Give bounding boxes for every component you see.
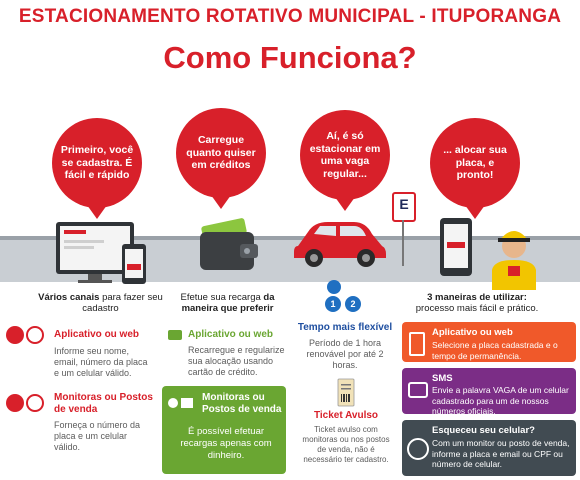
credit-card-icon (168, 330, 182, 340)
car-illustration (290, 210, 390, 270)
col2-caption (165, 292, 290, 314)
col3-text: Período de 1 hora renovável por até 2 horas. (306, 338, 384, 370)
monitor-icon (6, 394, 24, 412)
page-subtitle: Como Funciona? (163, 40, 417, 75)
bubble-tail-2 (211, 195, 231, 209)
col4-sms-text: Envie a palavra VAGA de um celular cadastrado para um de nossos números oficiais. (432, 385, 569, 416)
bubble-step-2: Carregue quanto quiser em créditos (176, 108, 266, 198)
time-badge-2: 2 (345, 296, 361, 312)
col2-monitor-title: Monitoras ou Postos de venda (202, 392, 282, 415)
time-badge-1: 1 (325, 296, 341, 312)
parking-sign (392, 192, 416, 222)
col1-item2-title: Monitoras ou Postos de venda (54, 392, 153, 415)
person-icon (407, 438, 429, 460)
col2-caption-bold: da maneira que preferir (181, 292, 275, 314)
bubble-step-1: Primeiro, você se cadastra. É fácil e rápido (52, 118, 142, 208)
col1-caption-rest: para fazer seu cadastro (82, 292, 163, 314)
col3-title: Tempo mais flexível (297, 322, 393, 333)
smartphone-icon (409, 332, 425, 356)
computer-phone-illustration (50, 218, 160, 286)
col3-ticket-title: Ticket Avulso (313, 410, 379, 421)
col4-sms-title: SMS (432, 373, 453, 384)
col2-monitor-box (162, 386, 286, 474)
col4-app-text: Selecione a placa cadastrada e o tempo de permanência. (432, 340, 558, 361)
monitor-store-icon (168, 396, 194, 410)
col4-forgot-text: Com um monitor ou posto de venda, informe a placa e email ou CPF ou número de celular. (432, 438, 570, 469)
col4-caption-bold: 3 maneiras de utilizar: (427, 292, 527, 303)
col4-forgot-title: Esqueceu seu celular? (432, 425, 535, 436)
clock-icon (327, 280, 341, 294)
ticket-icon (336, 378, 356, 408)
col4-sms-box (402, 368, 576, 414)
col2-caption-rest: Efetue sua recarga (180, 292, 264, 303)
col1-item1-text: Informe seu nome, email, número da placa e um celular válido. (54, 346, 148, 378)
col1-item2-text: Forneça o número da placa e um celular válido. (54, 420, 141, 452)
col4-app-box (402, 322, 576, 362)
bubble-tail-3 (335, 197, 355, 211)
col3-ticket-text: Ticket avulso com monitoras ou nos postos de venda, não é necessário ter cadastro. (302, 425, 390, 464)
col2-monitor-text: É possível efetuar recargas apenas com dinheiro. (180, 426, 272, 461)
bubble-step-3: Aí, é só estacionar em uma vaga regular... (300, 110, 390, 200)
phone-attendant-illustration (436, 216, 546, 290)
parking-sign-letter: E (399, 196, 409, 212)
page-title: ESTACIONAMENTO ROTATIVO MUNICIPAL - ITUPORANGA (18, 6, 562, 27)
col4-app-title: Aplicativo ou web (432, 327, 513, 338)
bubble-step-4: ... alocar sua placa, e pronto! (430, 118, 520, 208)
col4-caption (402, 292, 552, 314)
col4-forgot-box (402, 420, 576, 476)
col1-item1-title: Aplicativo ou web (54, 329, 140, 340)
col1-caption (28, 292, 173, 314)
col1-caption-bold: Vários canais (38, 292, 100, 303)
phone-icon (26, 326, 44, 344)
sms-icon (408, 382, 428, 398)
col4-caption-rest: processo mais fácil e prático. (415, 303, 539, 314)
col2-app-title: Aplicativo ou web (188, 329, 274, 340)
parking-sign-pole (402, 220, 404, 266)
store-icon (26, 394, 44, 412)
bubble-tail-1 (87, 205, 107, 219)
wallet-icon (196, 218, 266, 274)
app-web-icon (6, 326, 24, 344)
col2-app-text: Recarregue e regularize sua alocação usando cartão de crédito. (188, 345, 285, 377)
